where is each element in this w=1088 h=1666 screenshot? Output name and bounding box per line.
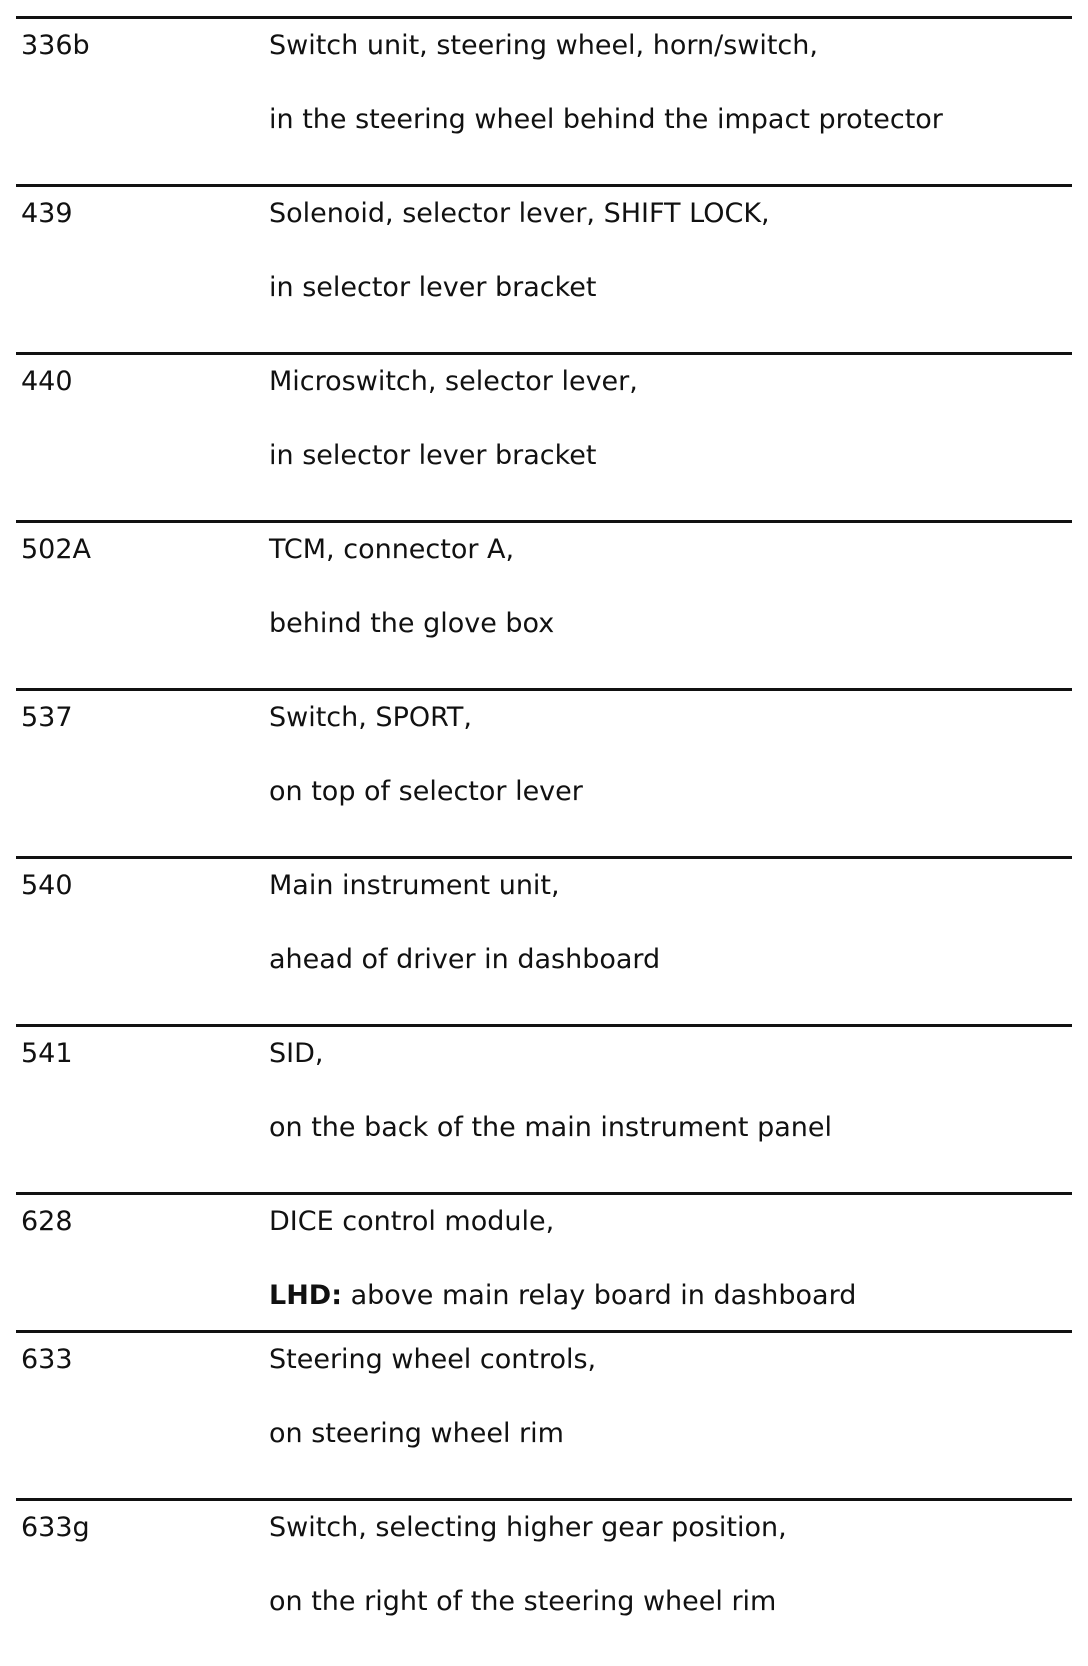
lhd-location: above main relay board in dashboard xyxy=(350,1280,857,1311)
component-name: Microswitch, selector lever, xyxy=(269,366,638,397)
table-row xyxy=(16,184,1072,352)
component-name: Solenoid, selector lever, SHIFT LOCK, xyxy=(269,198,770,229)
component-code: 541 xyxy=(21,1038,73,1069)
table-row xyxy=(16,1192,1072,1330)
component-name: Main instrument unit, xyxy=(269,870,560,901)
table-row xyxy=(16,520,1072,688)
component-table xyxy=(16,16,1072,1666)
component-location: ahead of driver in dashboard xyxy=(269,944,661,975)
component-name: Switch, selecting higher gear position, xyxy=(269,1512,787,1543)
component-code: 440 xyxy=(21,366,73,397)
component-location: on the back of the main instrument panel xyxy=(269,1112,832,1143)
component-location: behind the glove box xyxy=(269,608,555,639)
component-code: 540 xyxy=(21,870,73,901)
table-row xyxy=(16,1024,1072,1192)
component-name: Switch, SPORT, xyxy=(269,702,472,733)
component-description xyxy=(269,701,583,807)
component-location: in selector lever bracket xyxy=(269,272,597,303)
component-code: 336b xyxy=(21,30,90,61)
component-name: TCM, connector A, xyxy=(269,534,515,565)
component-name: Switch unit, steering wheel, horn/switch, xyxy=(269,30,818,61)
component-code: 628 xyxy=(21,1206,73,1237)
component-name: SID, xyxy=(269,1038,324,1069)
component-description xyxy=(269,197,770,303)
component-location: in selector lever bracket xyxy=(269,440,597,471)
component-location: on the right of the steering wheel rim xyxy=(269,1586,777,1617)
table-row xyxy=(16,688,1072,856)
table-row xyxy=(16,1498,1072,1666)
component-location xyxy=(269,1279,856,1313)
component-location: on steering wheel rim xyxy=(269,1418,564,1449)
table-row xyxy=(16,352,1072,520)
component-description xyxy=(269,1205,857,1311)
component-location: in the steering wheel behind the impact protector xyxy=(269,104,943,135)
component-description xyxy=(269,365,638,471)
component-description xyxy=(269,869,661,975)
table-row xyxy=(16,16,1072,184)
component-location: on top of selector lever xyxy=(269,776,583,807)
component-description xyxy=(269,533,555,639)
component-name: DICE control module, xyxy=(269,1206,555,1237)
component-description xyxy=(269,1037,832,1143)
component-code: 633g xyxy=(21,1512,90,1543)
component-description xyxy=(269,29,943,135)
component-description xyxy=(269,1343,597,1449)
component-code: 502A xyxy=(21,534,92,565)
component-name: Steering wheel controls, xyxy=(269,1344,597,1375)
component-code: 439 xyxy=(21,198,73,229)
component-code: 537 xyxy=(21,702,73,733)
table-row xyxy=(16,1330,1072,1498)
component-description xyxy=(269,1511,787,1617)
table-row xyxy=(16,856,1072,1024)
component-code: 633 xyxy=(21,1344,73,1375)
lhd-label: LHD: xyxy=(269,1280,343,1311)
